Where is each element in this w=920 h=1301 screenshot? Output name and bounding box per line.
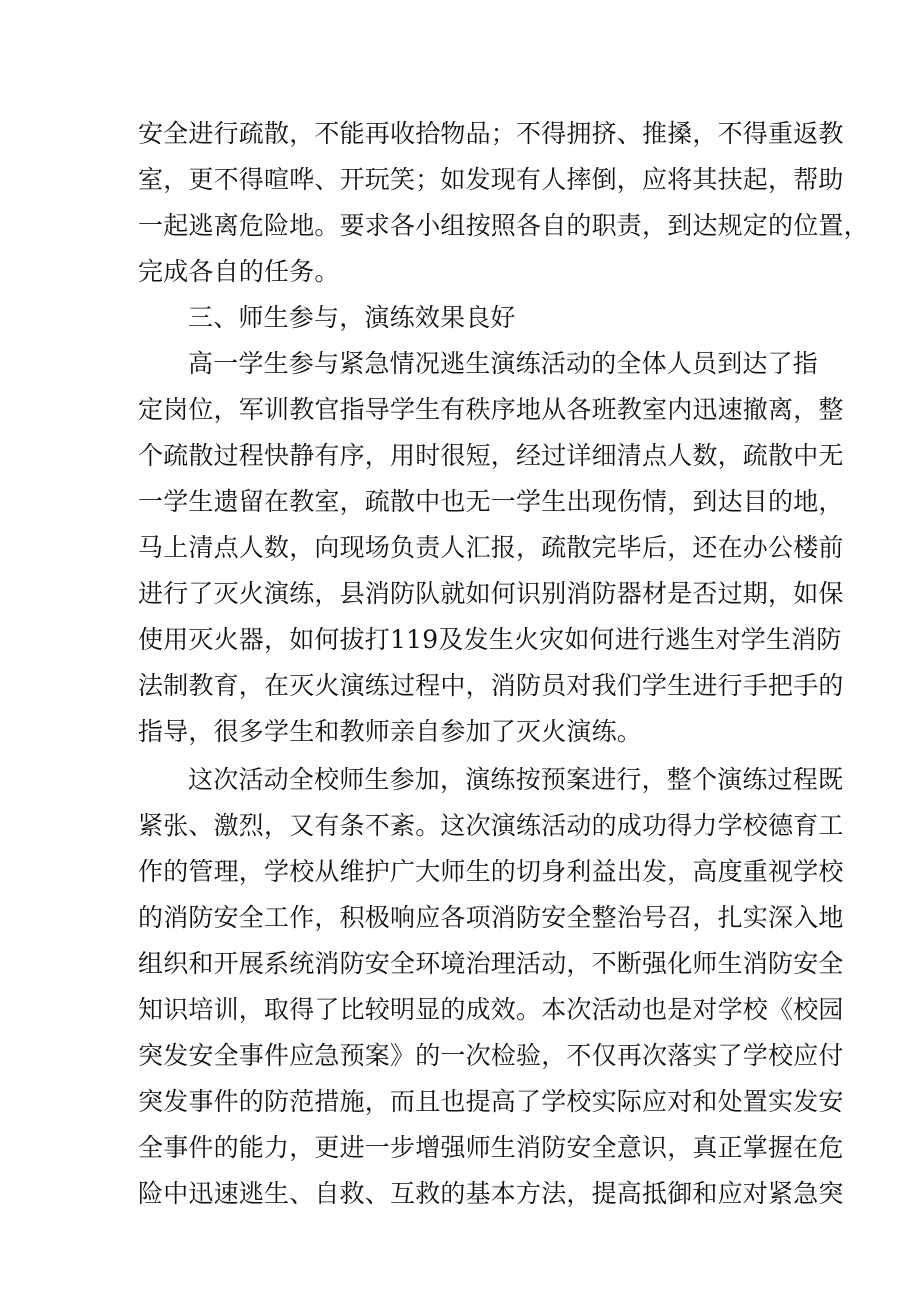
paragraph-line: 完成各自的任务。 [138,257,340,286]
paragraph-line: 安全进行疏散，不能再收拾物品；不得拥挤、推搡，不得重返教 [138,119,844,148]
paragraph-line: 高一学生参与紧急情况逃生演练活动的全体人员到达了指 [188,349,819,378]
paragraph-line: 知识培训，取得了比较明显的成效。本次活动也是对学校《校园 [138,995,844,1024]
paragraph-line: 个疏散过程快静有序，用时很短，经过详细清点人数，疏散中无 [138,441,844,470]
paragraph-line: 突发事件的防范措施，而且也提高了学校实际应对和处置实发安 [138,1087,844,1116]
paragraph-line: 突发安全事件应急预案》的一次检验，不仅再次落实了学校应付 [138,1041,844,1070]
paragraph-line: 一起逃离危险地。要求各小组按照各自的职责，到达规定的位置， [138,211,869,240]
paragraph-line: 进行了灭火演练，县消防队就如何识别消防器材是否过期，如保 [138,579,844,608]
paragraph-line: 法制教育，在灭火演练过程中，消防员对我们学生进行手把手的 [138,671,844,700]
paragraph-line: 室，更不得喧哗、开玩笑；如发现有人摔倒，应将其扶起，帮助 [138,165,844,194]
paragraph-line: 险中迅速逃生、自救、互救的基本方法，提高抵御和应对紧急突 [138,1179,844,1208]
paragraph-line: 马上清点人数，向现场负责人汇报，疏散完毕后，还在办公楼前 [138,533,844,562]
paragraph-line: 组织和开展系统消防安全环境治理活动，不断强化师生消防安全 [138,949,844,978]
paragraph-line: 作的管理，学校从维护广大师生的切身利益出发，高度重视学校 [138,857,844,886]
paragraph-line: 一学生遗留在教室，疏散中也无一学生出现伤情，到达目的地， [138,487,844,516]
section-heading: 三、师生参与，演练效果良好 [188,303,516,332]
paragraph-line: 指导，很多学生和教师亲自参加了灭火演练。 [138,717,643,746]
paragraph-line: 定岗位，军训教官指导学生有秩序地从各班教室内迅速撤离，整 [138,395,844,424]
paragraph-line: 全事件的能力，更进一步增强师生消防安全意识，真正掌握在危 [138,1133,844,1162]
paragraph-line: 的消防安全工作，积极响应各项消防安全整治号召，扎实深入地 [138,903,844,932]
paragraph-line: 这次活动全校师生参加，演练按预案进行，整个演练过程既 [188,765,844,794]
paragraph-line: 使用灭火器，如何拔打119及发生火灾如何进行逃生对学生消防 [138,625,842,654]
paragraph-line: 紧张、激烈，又有条不紊。这次演练活动的成功得力学校德育工 [138,811,844,840]
